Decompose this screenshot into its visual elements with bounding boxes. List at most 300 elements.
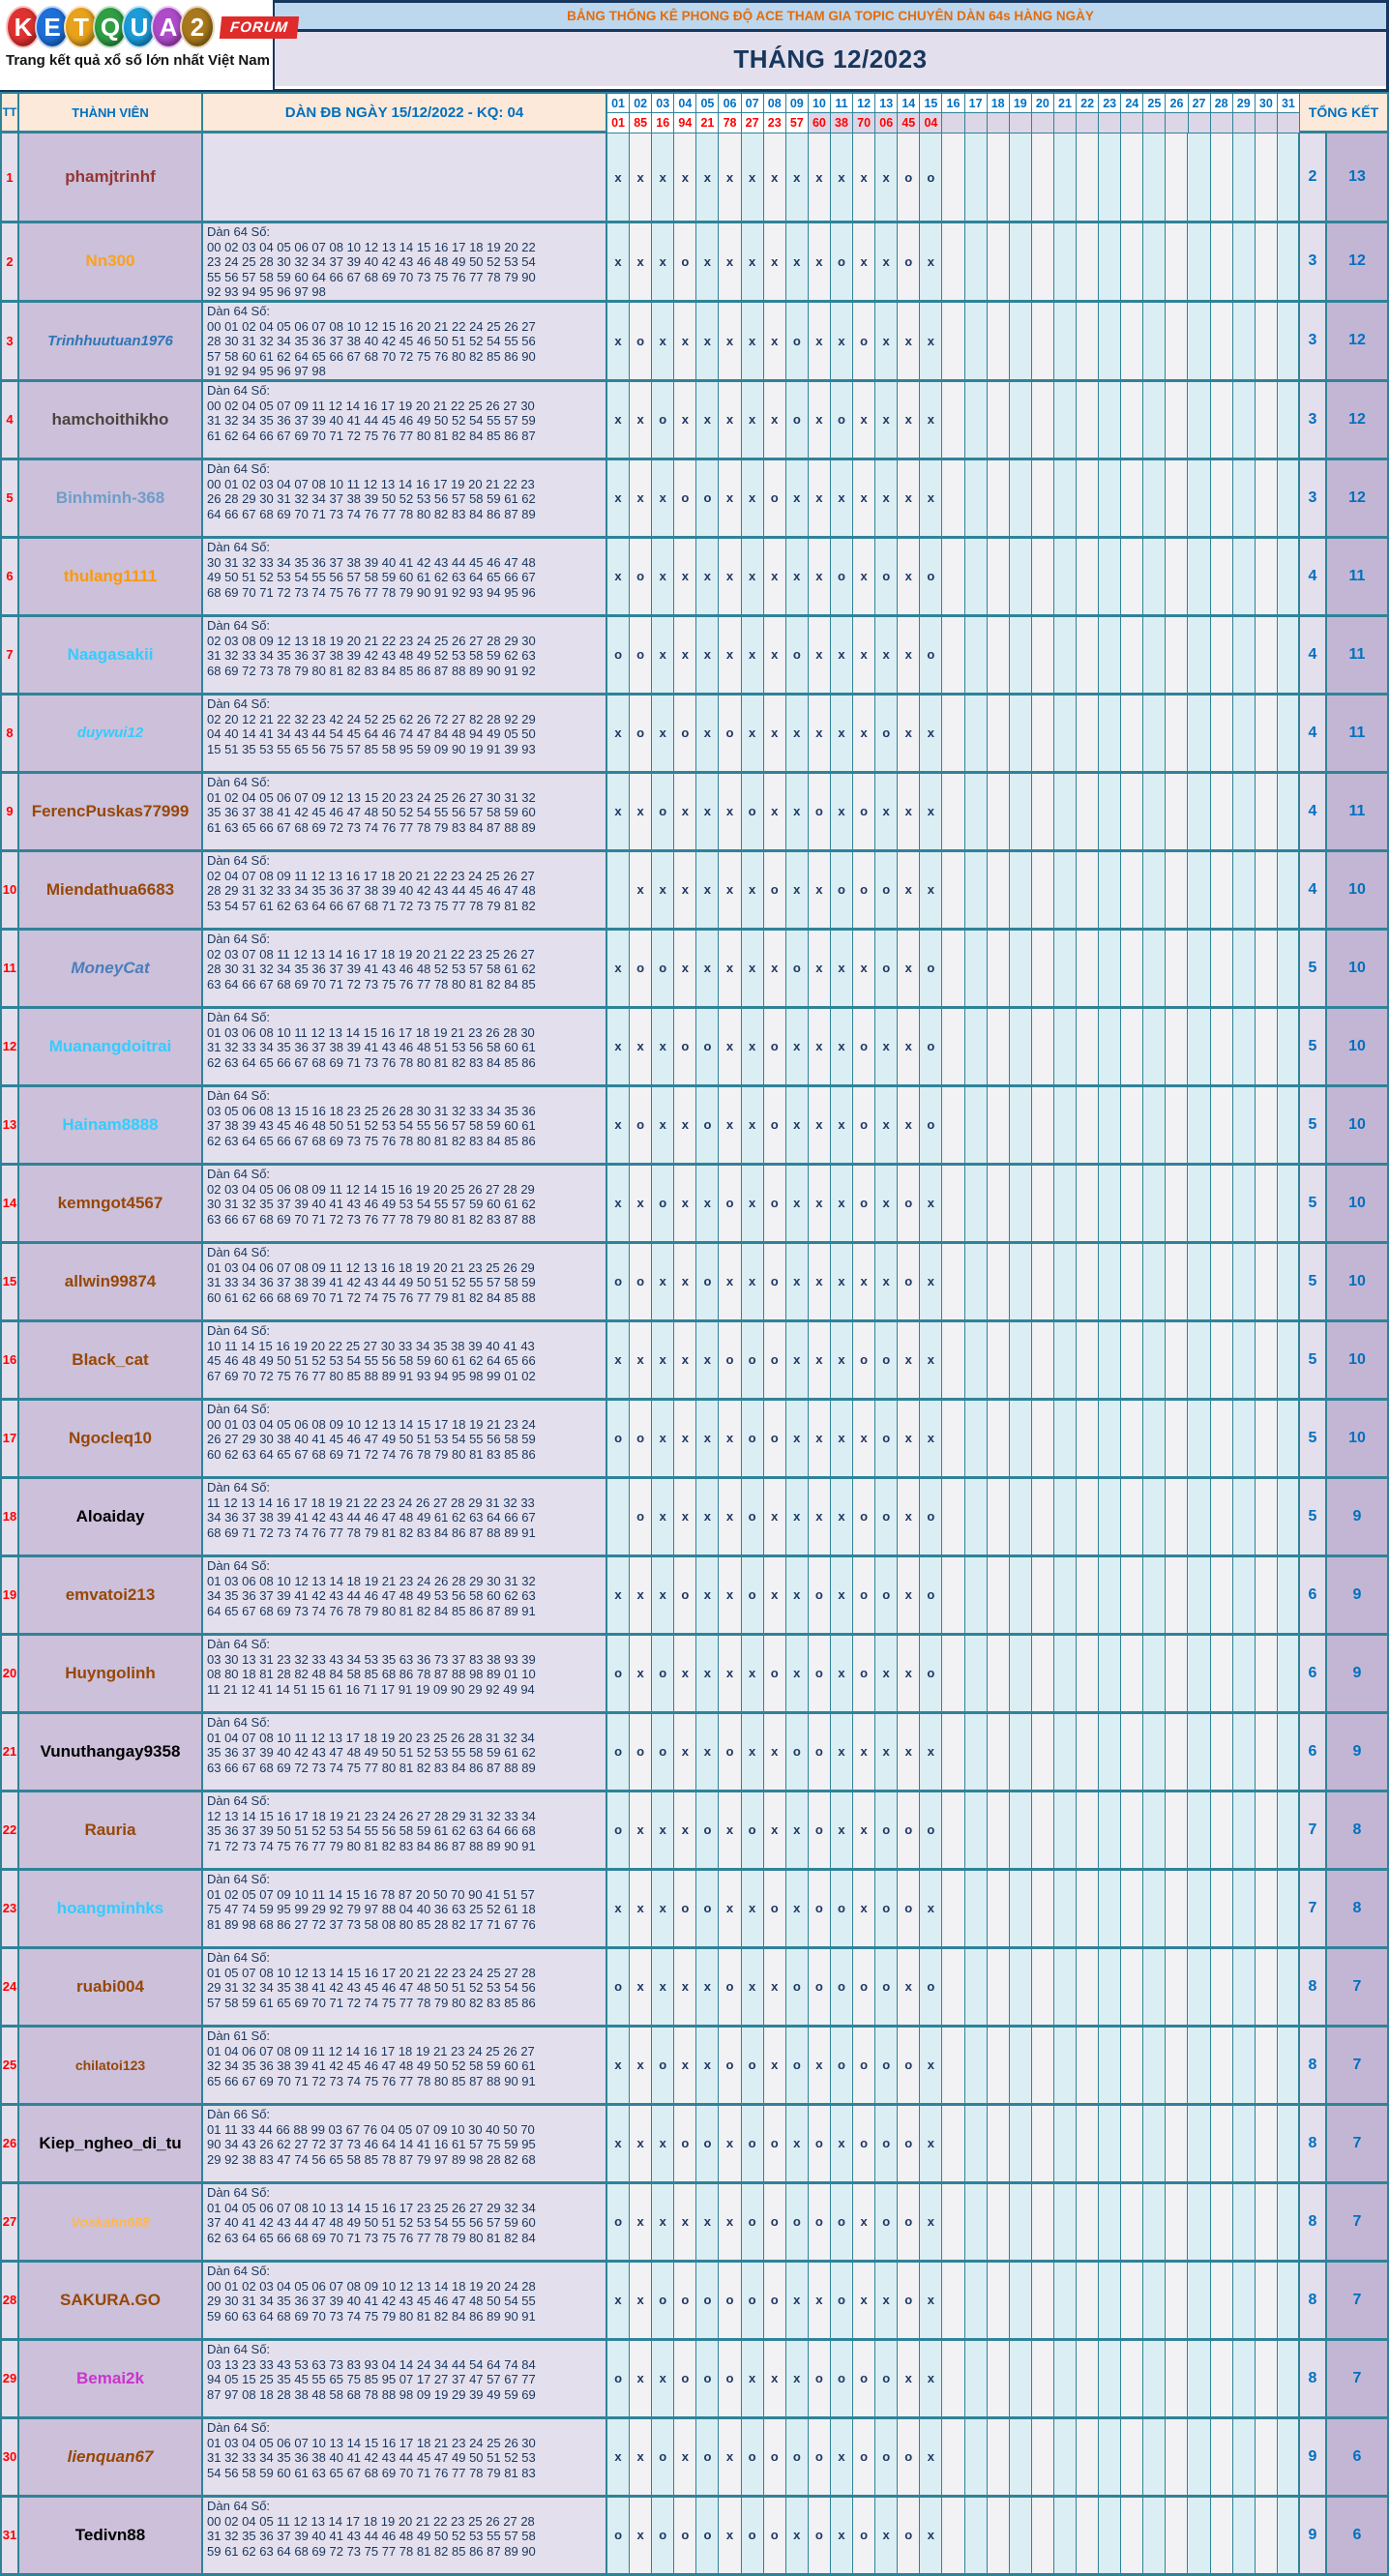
mark-cell[interactable]: [1143, 2341, 1166, 2416]
member-name[interactable]: Rauria: [19, 1792, 203, 1868]
mark-cell[interactable]: [1010, 696, 1032, 771]
mark-cell[interactable]: [1054, 1401, 1077, 1476]
mark-cell[interactable]: x: [607, 1871, 630, 1946]
mark-cell[interactable]: x: [853, 2263, 875, 2338]
mark-cell[interactable]: o: [630, 617, 652, 693]
mark-cell[interactable]: [1256, 852, 1278, 928]
mark-cell[interactable]: [1166, 2341, 1188, 2416]
mark-cell[interactable]: [1121, 1244, 1143, 1319]
mark-cell[interactable]: x: [920, 2106, 942, 2181]
mark-cell[interactable]: [1233, 2341, 1256, 2416]
mark-cell[interactable]: x: [652, 2184, 674, 2260]
mark-cell[interactable]: x: [764, 774, 786, 849]
mark-cell[interactable]: x: [786, 1557, 809, 1633]
mark-cell[interactable]: x: [607, 382, 630, 458]
mark-cell[interactable]: o: [920, 617, 942, 693]
mark-cell[interactable]: o: [764, 2184, 786, 2260]
mark-cell[interactable]: [1188, 852, 1210, 928]
mark-cell[interactable]: [1032, 1009, 1054, 1084]
mark-cell[interactable]: [1032, 2184, 1054, 2260]
mark-cell[interactable]: o: [809, 1557, 831, 1633]
mark-cell[interactable]: [1188, 1322, 1210, 1398]
mark-cell[interactable]: [1166, 617, 1188, 693]
mark-cell[interactable]: x: [875, 1166, 898, 1241]
mark-cell[interactable]: o: [674, 1557, 696, 1633]
mark-cell[interactable]: x: [875, 1087, 898, 1163]
mark-cell[interactable]: [1099, 133, 1121, 221]
mark-cell[interactable]: [1166, 1636, 1188, 1711]
mark-cell[interactable]: [1121, 931, 1143, 1006]
mark-cell[interactable]: [1211, 1792, 1233, 1868]
mark-cell[interactable]: x: [831, 1636, 853, 1711]
mark-cell[interactable]: [1166, 303, 1188, 379]
mark-cell[interactable]: [1278, 2419, 1300, 2495]
mark-cell[interactable]: [1099, 382, 1121, 458]
mark-cell[interactable]: o: [875, 1792, 898, 1868]
mark-cell[interactable]: x: [652, 617, 674, 693]
mark-cell[interactable]: x: [898, 774, 920, 849]
mark-cell[interactable]: o: [920, 1792, 942, 1868]
mark-cell[interactable]: x: [652, 2341, 674, 2416]
mark-cell[interactable]: [1256, 1009, 1278, 1084]
mark-cell[interactable]: x: [920, 2498, 942, 2573]
mark-cell[interactable]: [1278, 539, 1300, 614]
mark-cell[interactable]: x: [742, 303, 764, 379]
mark-cell[interactable]: [1121, 2419, 1143, 2495]
mark-cell[interactable]: x: [809, 1322, 831, 1398]
mark-cell[interactable]: x: [652, 303, 674, 379]
mark-cell[interactable]: [1143, 696, 1166, 771]
mark-cell[interactable]: x: [853, 382, 875, 458]
mark-cell[interactable]: x: [696, 617, 719, 693]
mark-cell[interactable]: x: [674, 774, 696, 849]
mark-cell[interactable]: x: [719, 931, 741, 1006]
mark-cell[interactable]: x: [875, 1714, 898, 1790]
member-name[interactable]: SAKURA.GO: [19, 2263, 203, 2338]
mark-cell[interactable]: [1099, 931, 1121, 1006]
mark-cell[interactable]: [1032, 2263, 1054, 2338]
mark-cell[interactable]: x: [898, 382, 920, 458]
mark-cell[interactable]: [1211, 2498, 1233, 2573]
mark-cell[interactable]: [942, 539, 964, 614]
mark-cell[interactable]: x: [875, 382, 898, 458]
mark-cell[interactable]: [1233, 1244, 1256, 1319]
mark-cell[interactable]: o: [742, 2028, 764, 2103]
mark-cell[interactable]: x: [719, 1087, 741, 1163]
mark-cell[interactable]: o: [630, 1244, 652, 1319]
mark-cell[interactable]: x: [630, 1871, 652, 1946]
mark-cell[interactable]: [988, 1949, 1010, 2025]
mark-cell[interactable]: [1143, 2419, 1166, 2495]
member-name[interactable]: Vunuthangay9358: [19, 1714, 203, 1790]
mark-cell[interactable]: x: [742, 617, 764, 693]
mark-cell[interactable]: [1233, 696, 1256, 771]
mark-cell[interactable]: [988, 539, 1010, 614]
mark-cell[interactable]: [1233, 460, 1256, 536]
mark-cell[interactable]: [1077, 1557, 1099, 1633]
mark-cell[interactable]: [1054, 1009, 1077, 1084]
mark-cell[interactable]: [1010, 2184, 1032, 2260]
mark-cell[interactable]: [1032, 774, 1054, 849]
mark-cell[interactable]: x: [875, 303, 898, 379]
mark-cell[interactable]: [1010, 539, 1032, 614]
mark-cell[interactable]: x: [630, 2498, 652, 2573]
mark-cell[interactable]: [1077, 382, 1099, 458]
mark-cell[interactable]: x: [742, 539, 764, 614]
mark-cell[interactable]: x: [853, 460, 875, 536]
mark-cell[interactable]: x: [674, 133, 696, 221]
mark-cell[interactable]: o: [607, 1401, 630, 1476]
mark-cell[interactable]: [988, 460, 1010, 536]
mark-cell[interactable]: [1099, 617, 1121, 693]
mark-cell[interactable]: [1010, 852, 1032, 928]
mark-cell[interactable]: [942, 931, 964, 1006]
mark-cell[interactable]: [1032, 1479, 1054, 1554]
mark-cell[interactable]: x: [607, 1166, 630, 1241]
mark-cell[interactable]: o: [742, 2263, 764, 2338]
mark-cell[interactable]: o: [630, 931, 652, 1006]
mark-cell[interactable]: [1121, 1714, 1143, 1790]
mark-cell[interactable]: [1233, 931, 1256, 1006]
mark-cell[interactable]: o: [853, 303, 875, 379]
mark-cell[interactable]: x: [630, 1636, 652, 1711]
mark-cell[interactable]: [1166, 2184, 1188, 2260]
mark-cell[interactable]: x: [607, 539, 630, 614]
mark-cell[interactable]: [1099, 1949, 1121, 2025]
mark-cell[interactable]: [1166, 2419, 1188, 2495]
mark-cell[interactable]: x: [652, 1401, 674, 1476]
mark-cell[interactable]: x: [831, 1322, 853, 1398]
member-name[interactable]: chilatoi123: [19, 2028, 203, 2103]
mark-cell[interactable]: x: [898, 1009, 920, 1084]
mark-cell[interactable]: [1077, 1714, 1099, 1790]
mark-cell[interactable]: x: [630, 1166, 652, 1241]
mark-cell[interactable]: [988, 931, 1010, 1006]
mark-cell[interactable]: [1099, 1557, 1121, 1633]
mark-cell[interactable]: [1166, 852, 1188, 928]
mark-cell[interactable]: x: [719, 774, 741, 849]
mark-cell[interactable]: [965, 696, 988, 771]
mark-cell[interactable]: [965, 2263, 988, 2338]
mark-cell[interactable]: [1278, 2184, 1300, 2260]
mark-cell[interactable]: [1077, 2419, 1099, 2495]
mark-cell[interactable]: [1233, 382, 1256, 458]
mark-cell[interactable]: o: [764, 1401, 786, 1476]
mark-cell[interactable]: [1032, 1401, 1054, 1476]
mark-cell[interactable]: o: [809, 1949, 831, 2025]
mark-cell[interactable]: x: [764, 1792, 786, 1868]
mark-cell[interactable]: x: [674, 1166, 696, 1241]
mark-cell[interactable]: [1233, 1322, 1256, 1398]
mark-cell[interactable]: x: [696, 931, 719, 1006]
mark-cell[interactable]: [1211, 2263, 1233, 2338]
mark-cell[interactable]: x: [607, 1557, 630, 1633]
mark-cell[interactable]: x: [674, 303, 696, 379]
mark-cell[interactable]: [988, 1557, 1010, 1633]
mark-cell[interactable]: o: [920, 1087, 942, 1163]
mark-cell[interactable]: x: [764, 931, 786, 1006]
mark-cell[interactable]: [1054, 303, 1077, 379]
mark-cell[interactable]: [988, 2498, 1010, 2573]
mark-cell[interactable]: [1188, 2341, 1210, 2416]
mark-cell[interactable]: o: [696, 2341, 719, 2416]
mark-cell[interactable]: [1256, 1479, 1278, 1554]
mark-cell[interactable]: x: [853, 2184, 875, 2260]
mark-cell[interactable]: o: [786, 303, 809, 379]
mark-cell[interactable]: x: [920, 1401, 942, 1476]
mark-cell[interactable]: [1099, 1244, 1121, 1319]
mark-cell[interactable]: [1121, 1949, 1143, 2025]
mark-cell[interactable]: [1077, 1009, 1099, 1084]
mark-cell[interactable]: [1278, 1087, 1300, 1163]
mark-cell[interactable]: [1188, 2028, 1210, 2103]
mark-cell[interactable]: [942, 1636, 964, 1711]
mark-cell[interactable]: x: [786, 539, 809, 614]
mark-cell[interactable]: x: [831, 2106, 853, 2181]
mark-cell[interactable]: x: [607, 133, 630, 221]
mark-cell[interactable]: x: [786, 1636, 809, 1711]
mark-cell[interactable]: x: [630, 2263, 652, 2338]
mark-cell[interactable]: o: [853, 2028, 875, 2103]
mark-cell[interactable]: [965, 1714, 988, 1790]
mark-cell[interactable]: x: [674, 1949, 696, 2025]
mark-cell[interactable]: [1099, 852, 1121, 928]
mark-cell[interactable]: [1233, 303, 1256, 379]
mark-cell[interactable]: [1054, 1714, 1077, 1790]
member-name[interactable]: Naagasakii: [19, 617, 203, 693]
mark-cell[interactable]: [1121, 382, 1143, 458]
mark-cell[interactable]: [1233, 1557, 1256, 1633]
mark-cell[interactable]: [1077, 2028, 1099, 2103]
mark-cell[interactable]: [1099, 2263, 1121, 2338]
mark-cell[interactable]: o: [674, 2263, 696, 2338]
mark-cell[interactable]: o: [898, 2263, 920, 2338]
mark-cell[interactable]: x: [809, 696, 831, 771]
mark-cell[interactable]: [1188, 1871, 1210, 1946]
mark-cell[interactable]: [1143, 133, 1166, 221]
mark-cell[interactable]: [1256, 1166, 1278, 1241]
mark-cell[interactable]: o: [920, 1636, 942, 1711]
mark-cell[interactable]: x: [786, 1792, 809, 1868]
mark-cell[interactable]: x: [630, 382, 652, 458]
mark-cell[interactable]: [1054, 852, 1077, 928]
mark-cell[interactable]: x: [764, 1557, 786, 1633]
mark-cell[interactable]: [1099, 1714, 1121, 1790]
mark-cell[interactable]: [942, 1949, 964, 2025]
mark-cell[interactable]: x: [630, 460, 652, 536]
mark-cell[interactable]: o: [607, 2341, 630, 2416]
mark-cell[interactable]: o: [652, 382, 674, 458]
mark-cell[interactable]: [1233, 2028, 1256, 2103]
mark-cell[interactable]: x: [831, 1009, 853, 1084]
mark-cell[interactable]: o: [764, 1087, 786, 1163]
mark-cell[interactable]: x: [607, 1009, 630, 1084]
mark-cell[interactable]: x: [607, 223, 630, 300]
mark-cell[interactable]: [965, 460, 988, 536]
mark-cell[interactable]: x: [719, 852, 741, 928]
mark-cell[interactable]: o: [831, 382, 853, 458]
mark-cell[interactable]: [1256, 303, 1278, 379]
mark-cell[interactable]: [1278, 1636, 1300, 1711]
mark-cell[interactable]: [1077, 1792, 1099, 1868]
mark-cell[interactable]: x: [607, 1322, 630, 1398]
mark-cell[interactable]: [965, 1244, 988, 1319]
mark-cell[interactable]: x: [674, 1244, 696, 1319]
mark-cell[interactable]: x: [652, 133, 674, 221]
mark-cell[interactable]: [1211, 1401, 1233, 1476]
mark-cell[interactable]: [1166, 382, 1188, 458]
mark-cell[interactable]: o: [898, 2028, 920, 2103]
mark-cell[interactable]: [1256, 2028, 1278, 2103]
mark-cell[interactable]: x: [674, 382, 696, 458]
mark-cell[interactable]: x: [831, 931, 853, 1006]
mark-cell[interactable]: [1188, 303, 1210, 379]
mark-cell[interactable]: [965, 1087, 988, 1163]
mark-cell[interactable]: [1054, 1087, 1077, 1163]
mark-cell[interactable]: o: [875, 1401, 898, 1476]
mark-cell[interactable]: [1143, 2263, 1166, 2338]
mark-cell[interactable]: x: [831, 696, 853, 771]
mark-cell[interactable]: [1143, 617, 1166, 693]
mark-cell[interactable]: [965, 133, 988, 221]
mark-cell[interactable]: x: [630, 1792, 652, 1868]
mark-cell[interactable]: o: [630, 696, 652, 771]
mark-cell[interactable]: x: [742, 1244, 764, 1319]
mark-cell[interactable]: [1032, 1714, 1054, 1790]
mark-cell[interactable]: x: [920, 2184, 942, 2260]
mark-cell[interactable]: o: [674, 460, 696, 536]
mark-cell[interactable]: [942, 696, 964, 771]
mark-cell[interactable]: x: [652, 1244, 674, 1319]
mark-cell[interactable]: [965, 2341, 988, 2416]
mark-cell[interactable]: [1278, 2028, 1300, 2103]
mark-cell[interactable]: o: [696, 2263, 719, 2338]
mark-cell[interactable]: x: [764, 223, 786, 300]
mark-cell[interactable]: [1188, 617, 1210, 693]
mark-cell[interactable]: x: [630, 1949, 652, 2025]
mark-cell[interactable]: x: [696, 1322, 719, 1398]
mark-cell[interactable]: [1278, 617, 1300, 693]
mark-cell[interactable]: x: [696, 1636, 719, 1711]
mark-cell[interactable]: x: [786, 2341, 809, 2416]
mark-cell[interactable]: [1166, 696, 1188, 771]
mark-cell[interactable]: [1077, 1949, 1099, 2025]
mark-cell[interactable]: x: [875, 460, 898, 536]
mark-cell[interactable]: x: [696, 1401, 719, 1476]
mark-cell[interactable]: x: [674, 539, 696, 614]
mark-cell[interactable]: x: [674, 1401, 696, 1476]
mark-cell[interactable]: [988, 1401, 1010, 1476]
mark-cell[interactable]: o: [853, 1166, 875, 1241]
mark-cell[interactable]: [1032, 1871, 1054, 1946]
mark-cell[interactable]: [1032, 696, 1054, 771]
mark-cell[interactable]: x: [719, 382, 741, 458]
mark-cell[interactable]: o: [875, 2184, 898, 2260]
mark-cell[interactable]: [1099, 539, 1121, 614]
mark-cell[interactable]: o: [764, 2419, 786, 2495]
mark-cell[interactable]: [1188, 1636, 1210, 1711]
mark-cell[interactable]: x: [742, 931, 764, 1006]
mark-cell[interactable]: [1054, 2419, 1077, 2495]
mark-cell[interactable]: x: [674, 617, 696, 693]
mark-cell[interactable]: o: [719, 1166, 741, 1241]
mark-cell[interactable]: x: [674, 931, 696, 1006]
mark-cell[interactable]: x: [696, 133, 719, 221]
mark-cell[interactable]: x: [831, 460, 853, 536]
mark-cell[interactable]: o: [764, 460, 786, 536]
mark-cell[interactable]: [988, 2106, 1010, 2181]
mark-cell[interactable]: o: [742, 1557, 764, 1633]
mark-cell[interactable]: [1278, 1714, 1300, 1790]
mark-cell[interactable]: [1099, 2028, 1121, 2103]
mark-cell[interactable]: x: [831, 1557, 853, 1633]
mark-cell[interactable]: x: [786, 223, 809, 300]
mark-cell[interactable]: o: [898, 133, 920, 221]
mark-cell[interactable]: [1211, 2106, 1233, 2181]
mark-cell[interactable]: [1010, 1401, 1032, 1476]
mark-cell[interactable]: o: [696, 2419, 719, 2495]
mark-cell[interactable]: x: [898, 1087, 920, 1163]
mark-cell[interactable]: [988, 1871, 1010, 1946]
mark-cell[interactable]: [1278, 774, 1300, 849]
mark-cell[interactable]: o: [652, 2498, 674, 2573]
mark-cell[interactable]: [1077, 133, 1099, 221]
mark-cell[interactable]: o: [831, 539, 853, 614]
mark-cell[interactable]: [607, 1479, 630, 1554]
mark-cell[interactable]: [965, 2028, 988, 2103]
member-name[interactable]: Aloaiday: [19, 1479, 203, 1554]
mark-cell[interactable]: [1256, 2498, 1278, 2573]
mark-cell[interactable]: [1211, 1949, 1233, 2025]
mark-cell[interactable]: [1010, 1087, 1032, 1163]
mark-cell[interactable]: [1166, 223, 1188, 300]
mark-cell[interactable]: [1211, 1087, 1233, 1163]
mark-cell[interactable]: [1166, 2028, 1188, 2103]
mark-cell[interactable]: [1077, 852, 1099, 928]
mark-cell[interactable]: x: [630, 2028, 652, 2103]
mark-cell[interactable]: [965, 617, 988, 693]
mark-cell[interactable]: x: [652, 1087, 674, 1163]
mark-cell[interactable]: x: [898, 1949, 920, 2025]
mark-cell[interactable]: [1032, 2028, 1054, 2103]
mark-cell[interactable]: x: [674, 1479, 696, 1554]
mark-cell[interactable]: [988, 1636, 1010, 1711]
mark-cell[interactable]: x: [719, 2106, 741, 2181]
member-name[interactable]: hamchoithikho: [19, 382, 203, 458]
mark-cell[interactable]: [1256, 133, 1278, 221]
mark-cell[interactable]: [988, 2419, 1010, 2495]
mark-cell[interactable]: x: [875, 774, 898, 849]
mark-cell[interactable]: [1010, 133, 1032, 221]
mark-cell[interactable]: [1054, 2341, 1077, 2416]
mark-cell[interactable]: o: [875, 852, 898, 928]
mark-cell[interactable]: [1256, 2106, 1278, 2181]
mark-cell[interactable]: [1143, 2028, 1166, 2103]
mark-cell[interactable]: o: [875, 2419, 898, 2495]
mark-cell[interactable]: x: [853, 1244, 875, 1319]
mark-cell[interactable]: x: [786, 1166, 809, 1241]
mark-cell[interactable]: x: [719, 2419, 741, 2495]
mark-cell[interactable]: x: [920, 303, 942, 379]
mark-cell[interactable]: o: [652, 1166, 674, 1241]
mark-cell[interactable]: o: [764, 1871, 786, 1946]
mark-cell[interactable]: [1166, 774, 1188, 849]
mark-cell[interactable]: [1010, 223, 1032, 300]
mark-cell[interactable]: [1211, 1557, 1233, 1633]
mark-cell[interactable]: [1054, 223, 1077, 300]
mark-cell[interactable]: x: [652, 539, 674, 614]
mark-cell[interactable]: [1256, 1244, 1278, 1319]
